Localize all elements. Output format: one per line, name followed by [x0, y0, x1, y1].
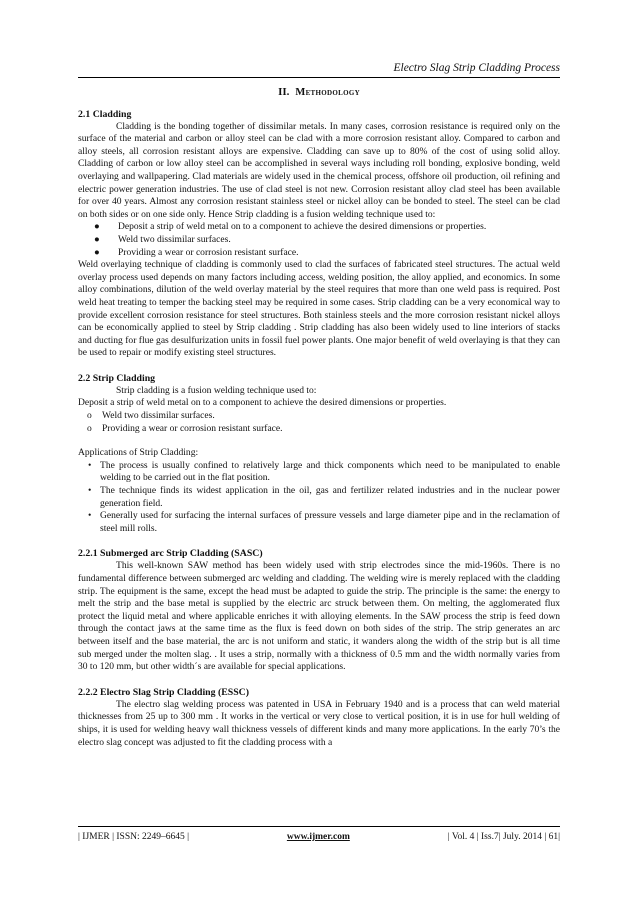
header-rule — [78, 77, 560, 78]
strip-cladding-intro: Strip cladding is a fusion welding technique used to: — [116, 384, 317, 396]
list-item: o Weld two dissimilar surfaces. — [87, 410, 215, 422]
hollow-circle-icon: o — [87, 422, 92, 434]
paragraph-cladding: Cladding is the bonding together of dissimilar metals. In many cases, corrosion resistance is required only on the surface of the material and carbon or alloy steel can be clad with a more corrosion resistant alloy. Compared to carbon and alloy steels, all corrosion resistant alloys are expensive. Cladding can save up to 80% of the cost of using solid alloy. Cladding of carbon or low alloy steel can be accomplished in several ways including roll bonding, explosive bonding, weld overlaying and wallpapering. Clad materials are widely used in the chemical process, offshore oil production, oil refining and electric power generation industries. The use of clad steel is not new. Corrosion resistant alloy clad steel has been available for over 40 years. Almost any corrosion resistant stainless steel or nickel alloy can be bonded to steel. The steel can be clad on both sides or on one side only. Hence Strip cladding is a fusion welding technique used to: — [78, 120, 560, 220]
dot-icon: • — [88, 459, 92, 471]
strip-cladding-deposit: Deposit a strip of weld metal on to a component to achieve the desired dimensions or properties. — [78, 397, 447, 409]
page-content — [78, 86, 560, 749]
running-head: Electro Slag Strip Cladding Process — [393, 62, 560, 74]
paragraph-weld-overlay: Weld overlaying technique of cladding is commonly used to clad the surfaces of fabricated steel structures. The actual weld overlay process used depends on many factors including access, welding position, the alloy applied, and economics. In some alloy combinations, dilution of the weld overlay material by the steel requires that more than one weld pass is required. Post weld heat treating to temper the backing steel may be required in some cases. Strip cladding can be a very economical way to provide excellent corrosion resistance for steel structures. Both stainless steels and the more corrosion resistant nickel alloys can be economically applied to steel by Strip cladding . Strip cladding has also been widely used to line interiors of stacks and ducting for flue gas desulfurization units in fossil fuel power plants. One major benefit of weld overlaying is that they can be used to repair or modify existing steel structures. — [78, 259, 560, 359]
paragraph-sasc: This well-known SAW method has been widely used with strip electrodes since the mid-1960s. There is no fundamental difference between submerged arc welding and cladding. The welding wire is merely replaced with the cladding strip. The equipment is the same, except the head must be adapted to guide the strip. The principle is the same: the energy to melt the strip and the base metal is supplied by the electric arc struck between them. On melting, the agglomerated flux protect the liquid metal and where applicable enriches it with alloying elements. In the SAW process the strip is feed down through the contact jaws at the same time as the flux is feed down on both sides of the strip. The strip generates an arc between itself and the base material, the arc is not uniform and static, it wanders along the width of the strip but is all time sub merged under the molten slag. . It uses a strip, normally with a thickness of 0.5 mm and the width normally varies from 30 to 120 mm, but other width´s are available for special applications. — [78, 560, 560, 673]
section-name: Methodology — [295, 87, 360, 98]
bullet-list-cladding — [78, 221, 560, 259]
footer-website-link[interactable]: www.ijmer.com — [286, 832, 350, 842]
bullet-icon: ● — [94, 246, 100, 258]
circle-list — [78, 410, 560, 435]
heading-2-2: 2.2 Strip Cladding — [78, 372, 156, 384]
paragraph-essc: The electro slag welding process was patented in USA in February 1940 and is a process that can weld material thicknesses from 25 up to 300 mm . It works in the vertical or very close to vertical position, it is in use for hull welding of ships, it is used for welding heavy wall thickness vessels of different kinds and many more applications. In the early 70’s the electro slag concept was adjusted to fit the cladding process with a — [78, 698, 560, 748]
list-item: ● Deposit a strip of weld metal on to a component to achieve the desired dimensions or properties. — [94, 221, 487, 233]
bullet-icon: ● — [94, 233, 100, 245]
dot-icon: • — [88, 485, 92, 497]
dot-icon: • — [88, 510, 92, 522]
page-footer — [78, 832, 560, 842]
section-number: II. — [278, 86, 290, 98]
list-item: ● Providing a wear or corrosion resistant surface. — [94, 246, 299, 258]
applications-list — [78, 460, 560, 536]
hollow-circle-icon: o — [87, 410, 92, 422]
section-title — [78, 86, 560, 100]
list-item: ● Weld two dissimilar surfaces. — [94, 233, 231, 245]
footer-rule — [78, 826, 560, 827]
list-item: • The process is usually confined to relatively large and thick components which need to be manipulated to enable welding to be carried out in the flat position. — [88, 459, 560, 484]
list-item: • Generally used for surfacing the internal surfaces of pressure vessels and large diameter pipe and in the reclamation of steel mill rolls. — [88, 510, 560, 534]
footer-journal: | IJMER | ISSN: 2249–6645 | — [78, 832, 190, 842]
heading-2-2-2: 2.2.2 Electro Slag Strip Cladding (ESSC) — [78, 686, 250, 698]
heading-2-2-1: 2.2.1 Submerged arc Strip Cladding (SASC) — [78, 548, 263, 560]
applications-label: Applications of Strip Cladding: — [78, 447, 199, 459]
heading-2-1: 2.1 Cladding — [78, 108, 132, 120]
list-item: • The technique finds its widest application in the oil, gas and fertilizer related industries and in the nuclear power generation field. — [88, 485, 560, 509]
bullet-icon: ● — [94, 221, 100, 233]
list-item: o Providing a wear or corrosion resistant surface. — [87, 422, 283, 434]
footer-volume: | Vol. 4 | Iss.7| July. 2014 | 61| — [447, 832, 560, 842]
